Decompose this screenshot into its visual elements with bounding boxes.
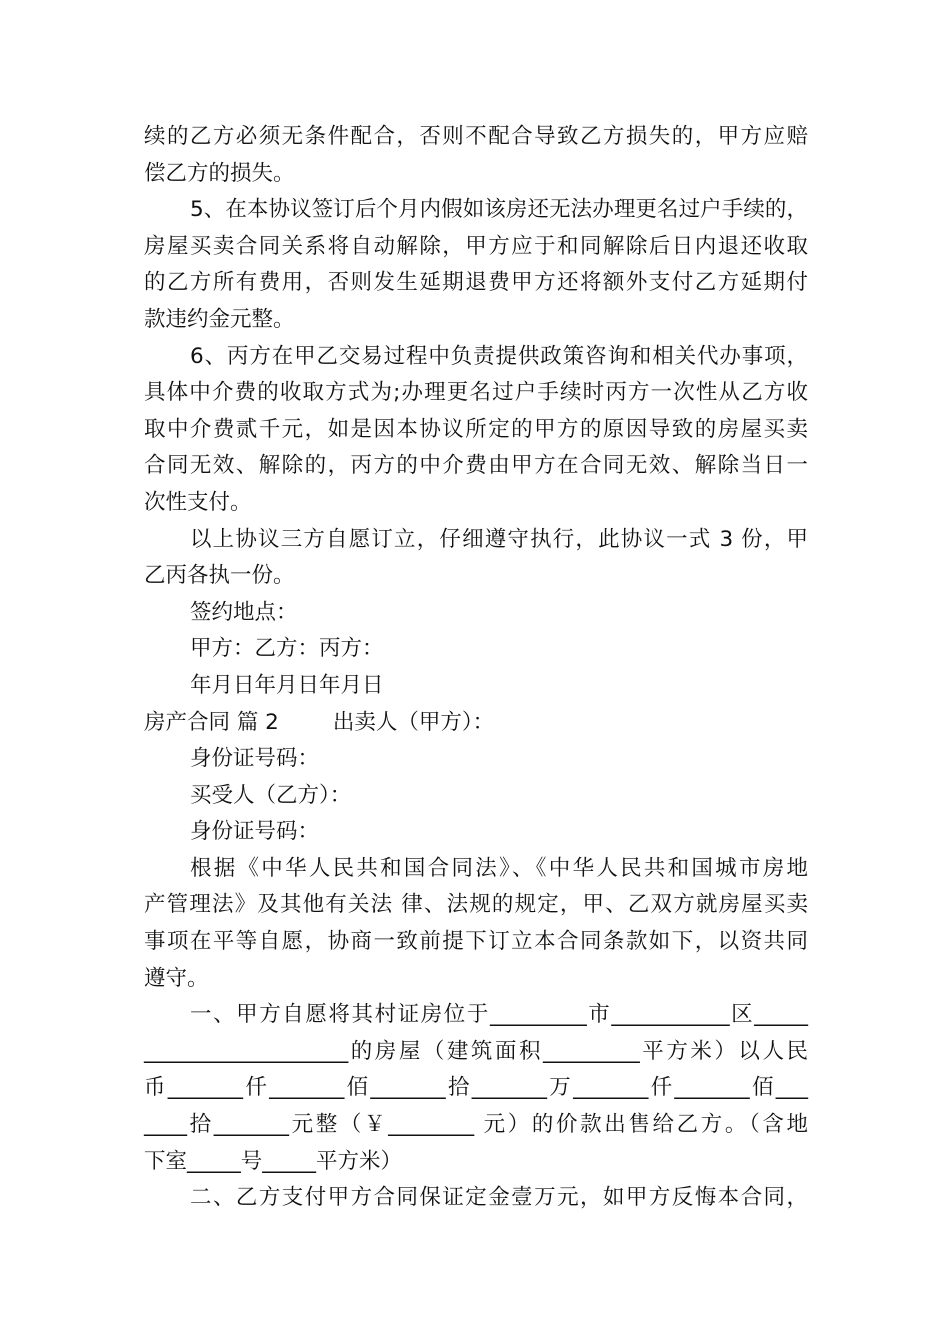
- text-line: 币_______仟_______佰_______拾_______万_______仟_______佰___: [144, 1075, 808, 1101]
- text-line: 续的乙方必须无条件配合，否则不配合导致乙方损失的，甲方应赔: [144, 124, 808, 149]
- text-line: 身份证号码：: [190, 746, 320, 772]
- text-line: 一、甲方自愿将其村证房位于_________市___________区_____: [190, 1002, 808, 1028]
- text-line: 房屋买卖合同关系将自动解除，甲方应于和同解除后日内退还收取: [144, 233, 808, 259]
- text-line: 二、乙方支付甲方合同保证定金壹万元，如甲方反悔本合同，: [190, 1185, 808, 1211]
- text-line: ____拾_______元整（￥________ 元）的价款出售给乙方。（含地: [144, 1112, 808, 1138]
- section-heading-line: [144, 705, 808, 742]
- text-line: 身份证号码：: [190, 819, 320, 845]
- text-line: 买受人（乙方）：: [190, 782, 352, 808]
- text-line: 年月日年月日年月日: [190, 672, 384, 698]
- text-line: 乙丙各执一份。: [144, 563, 295, 589]
- text-line: 合同无效、解除的，丙方的中介费由甲方在合同无效、解除当日一: [144, 453, 808, 479]
- text-line: 根据《中华人民共和国合同法》、《中华人民共和国城市房地: [190, 855, 808, 881]
- text-line: 取中介费贰千元，如是因本协议所定的甲方的原因导致的房屋买卖: [144, 416, 808, 442]
- section-heading: 房产合同 篇 2: [144, 709, 279, 735]
- text-line: 以上协议三方自愿订立，仔细遵守执行，此协议一式 3 份，甲: [190, 526, 808, 552]
- text-line: 产管理法》及其他有关法 律、法规的规定，甲、乙双方就房屋买卖: [144, 892, 808, 918]
- text-line: ___________________的房屋（建筑面积_________平方米）以人民: [144, 1038, 808, 1064]
- text-line: 甲方：乙方：丙方：: [190, 636, 384, 662]
- text-line: 5、在本协议签订后个月内假如该房还无法办理更名过户手续的，: [190, 197, 808, 223]
- text-line: 次性支付。: [144, 489, 252, 515]
- text-line: 遵守。: [144, 965, 209, 991]
- text-line: 签约地点：: [190, 599, 298, 625]
- text-line: 事项在平等自愿，协商一致前提下订立本合同条款如下，以资共同: [144, 929, 808, 955]
- text-line: 款违约金元整。: [144, 306, 295, 332]
- text-line: 6、丙方在甲乙交易过程中负责提供政策咨询和相关代办事项，: [190, 343, 808, 369]
- text-line: 偿乙方的损失。: [144, 160, 295, 186]
- text-line: 下室_____号_____平方米）: [144, 1148, 403, 1174]
- text-line: 的乙方所有费用，否则发生延期退费甲方还将额外支付乙方延期付: [144, 270, 808, 296]
- document-body: [144, 119, 808, 1217]
- seller-label: 出卖人（甲方）：: [332, 709, 495, 735]
- text-line: 具体中介费的收取方式为;办理更名过户手续时丙方一次性从乙方收: [144, 380, 808, 406]
